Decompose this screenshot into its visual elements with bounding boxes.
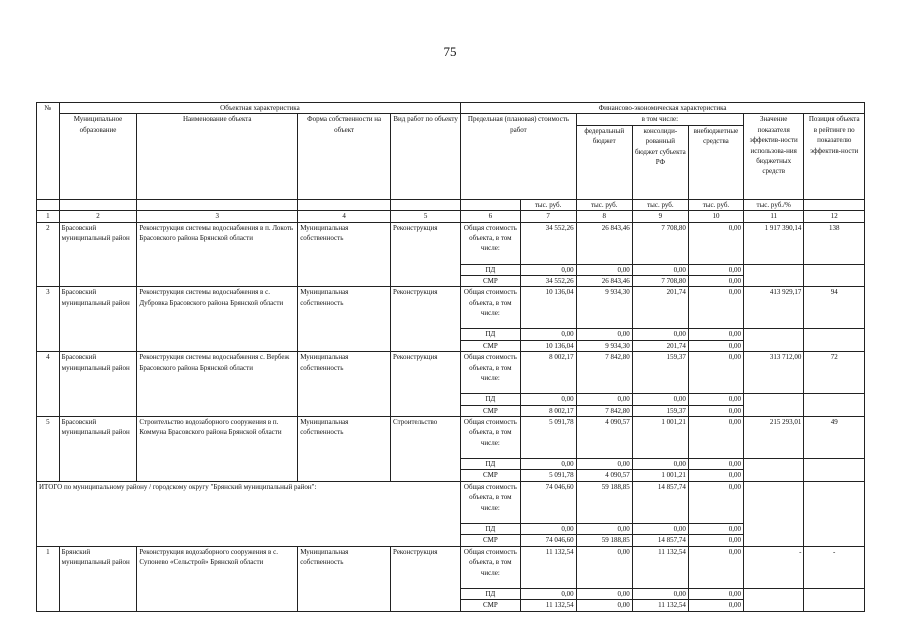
smr-value: 26 843,46 bbox=[576, 276, 632, 287]
smr-label: СМР bbox=[461, 340, 520, 351]
rank-blank bbox=[804, 264, 865, 287]
pd-label: ПД bbox=[461, 329, 520, 340]
col-number: 3 bbox=[137, 211, 298, 222]
total-value: 11 132,54 bbox=[632, 546, 688, 588]
header-efficiency: Значение показателя эффектив-ности использова-ния бюджетных средств bbox=[743, 114, 803, 199]
pd-value: 0,00 bbox=[520, 329, 576, 340]
efficiency-cell: 215 293,01 bbox=[743, 417, 803, 459]
pd-value: 0,00 bbox=[632, 329, 688, 340]
ownership-cell: Муниципальная собственность bbox=[298, 287, 391, 352]
efficiency-cell: 1 917 390,14 bbox=[743, 222, 803, 264]
table-row bbox=[37, 352, 865, 394]
pd-label: ПД bbox=[461, 523, 520, 534]
smr-value: 159,37 bbox=[632, 405, 688, 416]
pd-value: 0,00 bbox=[520, 394, 576, 405]
municipality-cell: Брянский муниципальный район bbox=[59, 546, 137, 611]
col-number: 1 bbox=[37, 211, 60, 222]
header-work-type: Вид работ по объекту bbox=[391, 114, 461, 199]
pd-value: 0,00 bbox=[576, 588, 632, 599]
pd-value: 0,00 bbox=[520, 264, 576, 275]
pd-label: ПД bbox=[461, 459, 520, 470]
total-label: ИТОГО по муниципальному району / городскому округу "Брянский муниципальный район": bbox=[37, 481, 461, 546]
smr-value: 201,74 bbox=[632, 340, 688, 351]
row-number: 1 bbox=[37, 546, 60, 611]
pd-label: ПД bbox=[461, 264, 520, 275]
header-limit-cost: Предельная (плановая) стоимость работ bbox=[461, 114, 576, 199]
total-value: 159,37 bbox=[632, 352, 688, 394]
col-number: 2 bbox=[59, 211, 137, 222]
row-number: 4 bbox=[37, 352, 60, 417]
object-name-cell: Строительство водозаборного сооружения в п. Коммуна Брасовского района Брянской области bbox=[137, 417, 298, 482]
header-municipality: Муниципальное образование bbox=[59, 114, 137, 199]
header-extra: внебюджетные средства bbox=[688, 125, 743, 199]
ownership-cell: Муниципальная собственность bbox=[298, 222, 391, 287]
smr-label: СМР bbox=[461, 535, 520, 546]
rank-cell bbox=[804, 481, 865, 546]
total-cost-label: Общая стоимость объекта, в том числе: bbox=[461, 546, 520, 588]
header-rank: Позиция объекта в рейтинге по показателю эффектив-ности bbox=[804, 114, 865, 199]
total-cost-label: Общая стоимость объекта, в том числе: bbox=[461, 352, 520, 394]
smr-value: 11 132,54 bbox=[520, 600, 576, 611]
total-value: 5 091,78 bbox=[520, 417, 576, 459]
rank-cell: - bbox=[804, 546, 865, 588]
col-number: 5 bbox=[391, 211, 461, 222]
pd-value: 0,00 bbox=[576, 264, 632, 275]
efficiency-cell: - bbox=[743, 546, 803, 588]
smr-label: СМР bbox=[461, 405, 520, 416]
ownership-cell: Муниципальная собственность bbox=[298, 352, 391, 417]
municipality-cell: Брасовский муниципальный район bbox=[59, 417, 137, 482]
total-cost-label: Общая стоимость объекта, в том числе: bbox=[461, 481, 520, 523]
total-cost-label: Общая стоимость объекта, в том числе: bbox=[461, 287, 520, 329]
efficiency-cell: 413 929,17 bbox=[743, 287, 803, 329]
efficiency-cell bbox=[743, 481, 803, 546]
total-value: 4 090,57 bbox=[576, 417, 632, 459]
pd-value: 0,00 bbox=[688, 459, 743, 470]
smr-value: 9 934,30 bbox=[576, 340, 632, 351]
smr-label: СМР bbox=[461, 470, 520, 481]
pd-value: 0,00 bbox=[688, 394, 743, 405]
smr-value: 0,00 bbox=[688, 600, 743, 611]
row-number: 2 bbox=[37, 222, 60, 287]
total-value: 7 842,80 bbox=[576, 352, 632, 394]
col-number: 7 bbox=[520, 211, 576, 222]
smr-label: СМР bbox=[461, 276, 520, 287]
total-cost-label: Общая стоимость объекта, в том числе: bbox=[461, 222, 520, 264]
total-value: 59 188,85 bbox=[576, 481, 632, 523]
rank-blank bbox=[804, 394, 865, 417]
unit-cell: тыс. руб. bbox=[520, 199, 576, 210]
pd-value: 0,00 bbox=[632, 588, 688, 599]
page-number: 75 bbox=[443, 44, 457, 59]
smr-value: 59 188,85 bbox=[576, 535, 632, 546]
rank-cell: 138 bbox=[804, 222, 865, 264]
total-value: 1 001,21 bbox=[632, 417, 688, 459]
rank-blank bbox=[804, 588, 865, 611]
total-value: 7 708,80 bbox=[632, 222, 688, 264]
pd-value: 0,00 bbox=[576, 394, 632, 405]
pd-label: ПД bbox=[461, 588, 520, 599]
total-value: 11 132,54 bbox=[520, 546, 576, 588]
col-number: 6 bbox=[461, 211, 520, 222]
municipality-cell: Брасовский муниципальный район bbox=[59, 222, 137, 287]
col-number: 4 bbox=[298, 211, 391, 222]
smr-label: СМР bbox=[461, 600, 520, 611]
pd-value: 0,00 bbox=[632, 459, 688, 470]
smr-value: 0,00 bbox=[688, 405, 743, 416]
col-number: 8 bbox=[576, 211, 632, 222]
pd-value: 0,00 bbox=[688, 588, 743, 599]
unit-cell: тыс. руб. bbox=[688, 199, 743, 210]
unit-cell: тыс. руб. bbox=[576, 199, 632, 210]
total-value: 0,00 bbox=[688, 222, 743, 264]
total-value: 10 136,04 bbox=[520, 287, 576, 329]
col-number: 9 bbox=[632, 211, 688, 222]
smr-value: 14 857,74 bbox=[632, 535, 688, 546]
object-name-cell: Реконструкция системы водоснабжения в с. Дубровка Брасовского района Брянской области bbox=[137, 287, 298, 352]
work-type-cell: Реконструкция bbox=[391, 222, 461, 287]
municipality-cell: Брасовский муниципальный район bbox=[59, 352, 137, 417]
header-ownership: Форма собственности на объект bbox=[298, 114, 391, 199]
pd-value: 0,00 bbox=[576, 523, 632, 534]
smr-value: 11 132,54 bbox=[632, 600, 688, 611]
total-value: 0,00 bbox=[576, 546, 632, 588]
efficiency-blank bbox=[743, 329, 803, 352]
smr-value: 0,00 bbox=[688, 276, 743, 287]
header-no: № bbox=[37, 103, 60, 200]
total-row bbox=[37, 481, 865, 523]
ownership-cell: Муниципальная собственность bbox=[298, 417, 391, 482]
efficiency-blank bbox=[743, 459, 803, 482]
object-name-cell: Реконструкция системы водоснабжения в п. Локоть Брасовского района Брянской области bbox=[137, 222, 298, 287]
smr-value: 74 046,60 bbox=[520, 535, 576, 546]
row-number: 3 bbox=[37, 287, 60, 352]
work-type-cell: Реконструкция bbox=[391, 546, 461, 611]
total-value: 0,00 bbox=[688, 287, 743, 329]
col-number: 10 bbox=[688, 211, 743, 222]
efficiency-blank bbox=[743, 394, 803, 417]
work-type-cell: Строительство bbox=[391, 417, 461, 482]
smr-value: 0,00 bbox=[576, 600, 632, 611]
smr-value: 8 002,17 bbox=[520, 405, 576, 416]
investment-table bbox=[36, 102, 865, 612]
header-object-char: Объектная характеристика bbox=[59, 103, 461, 114]
header-fin-char: Финансово-экономическая характеристика bbox=[461, 103, 865, 114]
pd-value: 0,00 bbox=[632, 394, 688, 405]
total-value: 201,74 bbox=[632, 287, 688, 329]
unit-cell: тыс. руб. bbox=[632, 199, 688, 210]
smr-value: 4 090,57 bbox=[576, 470, 632, 481]
total-cost-label: Общая стоимость объекта, в том числе: bbox=[461, 417, 520, 459]
smr-value: 0,00 bbox=[688, 535, 743, 546]
table-row bbox=[37, 287, 865, 329]
pd-value: 0,00 bbox=[576, 329, 632, 340]
table-row bbox=[37, 417, 865, 459]
smr-value: 7 842,80 bbox=[576, 405, 632, 416]
pd-label: ПД bbox=[461, 394, 520, 405]
total-value: 0,00 bbox=[688, 481, 743, 523]
smr-value: 7 708,80 bbox=[632, 276, 688, 287]
total-value: 34 552,26 bbox=[520, 222, 576, 264]
total-value: 9 934,30 bbox=[576, 287, 632, 329]
pd-value: 0,00 bbox=[632, 264, 688, 275]
work-type-cell: Реконструкция bbox=[391, 287, 461, 352]
object-name-cell: Реконструкция водозаборного сооружения в с. Супонево «Сельстрой» Брянской области bbox=[137, 546, 298, 611]
pd-value: 0,00 bbox=[632, 523, 688, 534]
rank-cell: 72 bbox=[804, 352, 865, 394]
rank-cell: 49 bbox=[804, 417, 865, 459]
pd-value: 0,00 bbox=[688, 523, 743, 534]
pd-value: 0,00 bbox=[520, 459, 576, 470]
total-value: 26 843,46 bbox=[576, 222, 632, 264]
pd-value: 0,00 bbox=[576, 459, 632, 470]
col-number: 11 bbox=[743, 211, 803, 222]
table-row bbox=[37, 546, 865, 588]
header-object-name: Наименование объекта bbox=[137, 114, 298, 199]
smr-value: 10 136,04 bbox=[520, 340, 576, 351]
efficiency-blank bbox=[743, 588, 803, 611]
total-value: 8 002,17 bbox=[520, 352, 576, 394]
total-value: 14 857,74 bbox=[632, 481, 688, 523]
smr-value: 0,00 bbox=[688, 470, 743, 481]
total-value: 74 046,60 bbox=[520, 481, 576, 523]
smr-value: 34 552,26 bbox=[520, 276, 576, 287]
work-type-cell: Реконструкция bbox=[391, 352, 461, 417]
header-federal: федеральный бюджет bbox=[576, 125, 632, 199]
row-number: 5 bbox=[37, 417, 60, 482]
rank-cell: 94 bbox=[804, 287, 865, 329]
efficiency-cell: 313 712,00 bbox=[743, 352, 803, 394]
ownership-cell: Муниципальная собственность bbox=[298, 546, 391, 611]
total-value: 0,00 bbox=[688, 546, 743, 588]
pd-value: 0,00 bbox=[688, 264, 743, 275]
rank-blank bbox=[804, 329, 865, 352]
smr-value: 5 091,78 bbox=[520, 470, 576, 481]
rank-blank bbox=[804, 459, 865, 482]
smr-value: 1 001,21 bbox=[632, 470, 688, 481]
pd-value: 0,00 bbox=[520, 523, 576, 534]
total-value: 0,00 bbox=[688, 417, 743, 459]
header-incl: в том числе: bbox=[576, 114, 743, 125]
col-number: 12 bbox=[804, 211, 865, 222]
total-value: 0,00 bbox=[688, 352, 743, 394]
pd-value: 0,00 bbox=[688, 329, 743, 340]
object-name-cell: Реконструкция системы водоснабжения с. Вербеж Брасовского района Брянской области bbox=[137, 352, 298, 417]
smr-value: 0,00 bbox=[688, 340, 743, 351]
efficiency-blank bbox=[743, 264, 803, 287]
pd-value: 0,00 bbox=[520, 588, 576, 599]
header-consolidated: консолиди-рованный бюджет субъекта РФ bbox=[632, 125, 688, 199]
table-row bbox=[37, 222, 865, 264]
unit-cell: тыс. руб./% bbox=[743, 199, 803, 210]
municipality-cell: Брасовский муниципальный район bbox=[59, 287, 137, 352]
